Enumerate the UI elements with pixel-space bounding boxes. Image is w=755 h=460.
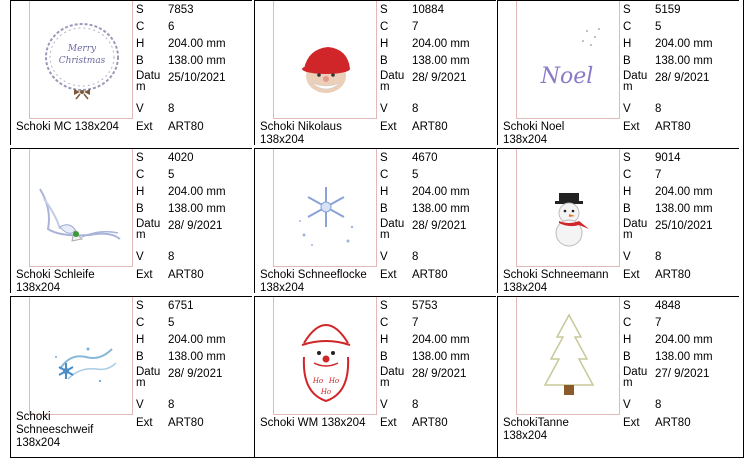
noel-script-icon — [517, 1, 621, 119]
design-name: Schoki Schneemann 138x204 — [503, 269, 609, 294]
noel-text: Noel — [540, 64, 594, 89]
design-thumbnail[interactable] — [516, 297, 620, 415]
design-catalog-grid — [10, 0, 744, 458]
ho-text: Ho — [328, 377, 340, 385]
design-name: Schoki WM 138x204 — [260, 417, 366, 429]
christmas-wreath-icon — [30, 1, 134, 119]
design-cell[interactable]: Noel S 5159 C 5 H 204.00 mm B 138.00 mm Datu m 28/ 9/2021 V 8 Ext ART80 Schoki Noel 138x204 — [497, 0, 739, 145]
design-name: Schoki Nikolaus 138x204 — [260, 121, 342, 146]
santa-hat-icon — [274, 1, 378, 119]
design-cell[interactable]: S 6751 C 5 H 204.00 mm B 138.00 mm Datu m 28/ 9/2021 V 8 Ext ART80 Schoki Schneeschweif 138x204 — [10, 296, 252, 457]
ho-text: Ho — [320, 388, 332, 396]
ribbon-corner-icon — [30, 149, 134, 267]
ho-text: Ho — [312, 377, 324, 385]
design-thumbnail[interactable] — [273, 1, 377, 119]
design-name: SchokiTanne 138x204 — [503, 417, 569, 442]
design-cell[interactable]: S 4020 C 5 H 204.00 mm B 138.00 mm Datu m 28/ 9/2021 V 8 Ext ART80 Schoki Schleife 138x204 — [10, 148, 252, 293]
fir-tree-icon — [517, 297, 621, 415]
snowman-icon — [517, 149, 621, 267]
santa-face-icon — [274, 297, 378, 415]
design-cell[interactable]: Ho Ho Ho S 5753 C 7 H 204.00 mm B 138.00 mm Datu m 28/ 9/2021 V 8 Ext ART80 Schoki WM 138x204 — [254, 296, 496, 457]
design-thumbnail[interactable] — [516, 149, 620, 267]
christmas-text: Christmas — [58, 56, 106, 66]
snowflake-icon — [274, 149, 378, 267]
design-name: Schoki Schleife 138x204 — [16, 269, 95, 294]
design-cell[interactable]: S 4848 C 7 H 204.00 mm B 138.00 mm Datu m 27/ 9/2021 V 8 Ext ART80 SchokiTanne 138x204 — [497, 296, 739, 457]
design-thumbnail[interactable] — [29, 149, 133, 267]
snow-swirl-icon — [30, 297, 134, 415]
design-name: Schoki Noel 138x204 — [503, 121, 565, 146]
design-thumbnail[interactable] — [29, 1, 133, 119]
design-name: Schoki Schneeflocke 138x204 — [260, 269, 367, 294]
merry-text: Merry — [67, 44, 97, 54]
design-thumbnail[interactable] — [273, 149, 377, 267]
design-thumbnail[interactable] — [516, 1, 620, 119]
design-cell[interactable]: S 10884 C 7 H 204.00 mm B 138.00 mm Datu m 28/ 9/2021 V 8 Ext ART80 Schoki Nikolaus 138x204 — [254, 0, 496, 145]
design-name: Schoki MC 138x204 — [16, 121, 119, 133]
design-cell[interactable]: Merry Christmas S 7853 C 6 H 204.00 mm B 138.00 mm Datu m 25/10/2021 V 8 Ext ART80 Schoki MC 138x204 — [10, 0, 252, 145]
design-cell[interactable]: S 4670 C 5 H 204.00 mm B 138.00 mm Datu m 28/ 9/2021 V 8 Ext ART80 Schoki Schneeflocke 138x204 — [254, 148, 496, 293]
design-name: Schoki Schneeschweif 138x204 — [16, 411, 94, 449]
design-thumbnail[interactable] — [29, 297, 133, 415]
design-cell[interactable]: S 9014 C 7 H 204.00 mm B 138.00 mm Datu m 25/10/2021 V 8 Ext ART80 Schoki Schneemann 138x204 — [497, 148, 739, 293]
design-thumbnail[interactable] — [273, 297, 377, 415]
